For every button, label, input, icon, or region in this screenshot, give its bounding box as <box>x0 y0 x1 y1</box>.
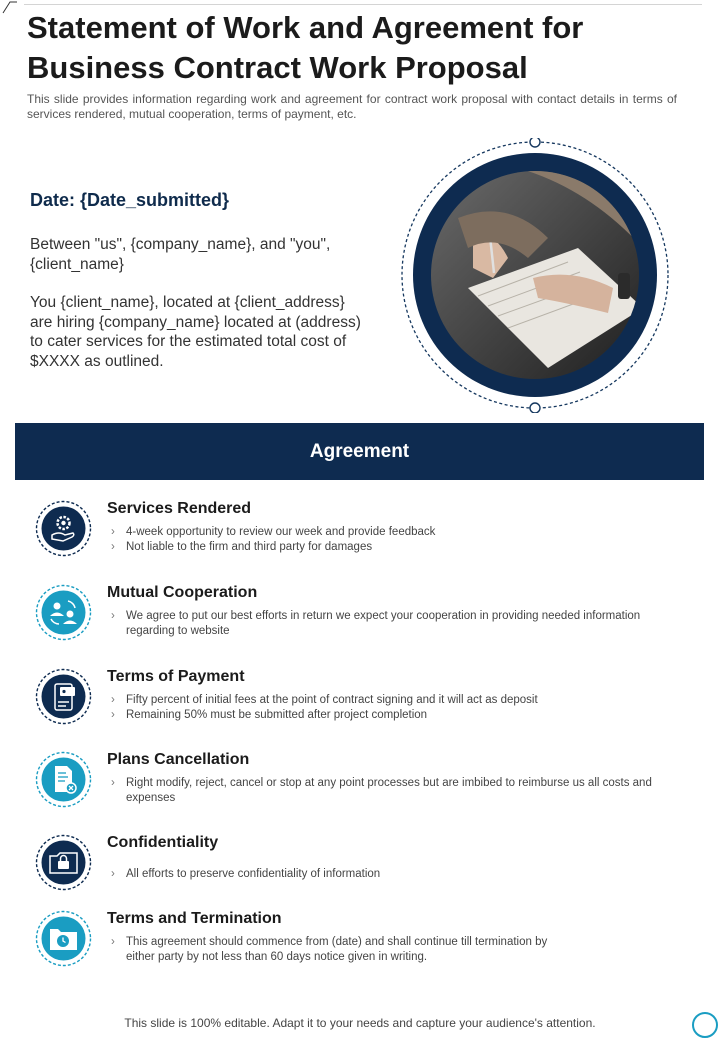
corner-mark-icon <box>2 0 20 14</box>
item-bullets <box>107 525 687 554</box>
item-title: Plans Cancellation <box>107 751 250 768</box>
item-bullets <box>107 776 687 805</box>
intro-paragraph-scope: You {client_name}, located at {client_address} are hiring {company_name} located at (address) to cater services for the estimated total cost of $XXXX as outlined. <box>30 294 361 370</box>
bullet: › 4-week opportunity to review our week and provide feedback <box>107 525 687 540</box>
bullet: › We agree to put our best efforts in return we expect your cooperation in providing needed information regarding to website <box>107 609 687 638</box>
writing-photo-frame <box>398 138 673 413</box>
gear-hand-icon <box>35 500 92 557</box>
bullet: › All efforts to preserve confidentiality of information <box>107 867 687 882</box>
item-title: Terms of Payment <box>107 668 245 685</box>
card-payment-icon <box>35 668 92 725</box>
item-title: Confidentiality <box>107 834 219 851</box>
agreement-item-confidentiality <box>35 834 695 894</box>
agreement-item-plans-cancellation <box>35 751 695 811</box>
lock-folder-icon <box>35 834 92 891</box>
bullet: › This agreement should commence from (date) and shall continue till termination by either party by not less than 60 days notice given in writing. <box>107 935 557 964</box>
agreement-item-services-rendered <box>35 500 695 560</box>
agreement-heading: Agreement <box>309 440 410 462</box>
item-bullets <box>107 935 557 964</box>
top-divider <box>24 4 702 5</box>
item-bullets <box>107 693 687 722</box>
item-bullets <box>107 867 687 882</box>
calendar-folder-icon <box>35 910 92 967</box>
agreement-item-terms-of-payment <box>35 668 695 728</box>
item-title: Services Rendered <box>107 500 252 517</box>
people-exchange-icon <box>35 584 92 641</box>
item-bullets <box>107 609 687 638</box>
agreement-banner <box>15 423 704 480</box>
agreement-item-terms-and-termination <box>35 910 695 970</box>
document-cancel-icon <box>35 751 92 808</box>
page-title: Statement of Work and Agreement for Business Contract Work Proposal <box>27 10 584 85</box>
footer-note: This slide is 100% editable. Adapt it to your needs and capture your audience's attention. <box>124 1016 596 1030</box>
item-title: Mutual Cooperation <box>107 584 258 601</box>
bullet: › Fifty percent of initial fees at the point of contract signing and it will act as deposit <box>107 693 687 708</box>
agreement-item-mutual-cooperation <box>35 584 695 644</box>
person-writing-photo <box>398 138 673 413</box>
bullet: › Not liable to the firm and third party for damages <box>107 540 687 555</box>
bullet: › Remaining 50% must be submitted after project completion <box>107 708 687 723</box>
item-title: Terms and Termination <box>107 910 282 927</box>
intro-paragraph-parties: Between "us", {company_name}, and "you", {client_name} <box>30 236 331 273</box>
circle-badge-icon <box>692 1012 718 1038</box>
page-subtitle: This slide provides information regarding work and agreement for contract work proposal with contact details in terms of services rendered, mutual cooperation, terms of payment, etc. <box>27 92 677 121</box>
date-line: Date: {Date_submitted} <box>30 190 230 210</box>
bullet: › Right modify, reject, cancel or stop at any point processes but are imbibed to reimburse us all costs and expenses <box>107 776 687 805</box>
